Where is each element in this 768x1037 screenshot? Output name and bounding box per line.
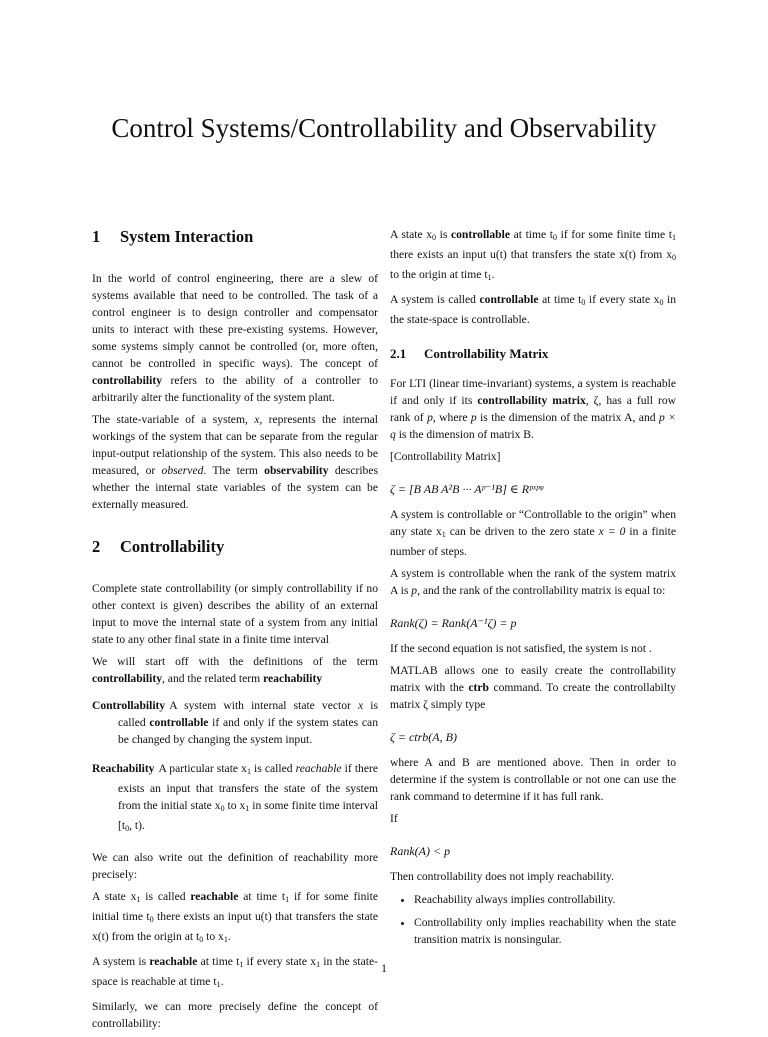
right-column	[390, 226, 676, 954]
equation-ctrb: ζ = ctrb(A, B)	[390, 730, 457, 744]
page-title: Control Systems/Controllability and Observability	[111, 113, 657, 143]
subsection-title: Controllability Matrix	[424, 346, 549, 361]
subsection-2-1-heading	[390, 345, 676, 363]
paragraph: where A and B are mentioned above. Then in order to determine if the system is controllable or not one can use the rank command to determine if it has full rank.	[390, 756, 676, 803]
paragraph: We will start off with the definitions of the term controllability, and the related term reachability	[92, 655, 378, 685]
paragraph: A system is called controllable at time $t_0$ if every state $x_0$ in the state-space is controllable.	[390, 293, 676, 326]
paragraph: A state $x_0$ is controllable at time $t_0$ if for some finite time $t_1$ there exists an input u(t) that transfers the state x(t) from $x_0$ to the origin at time $t_1$.	[390, 228, 677, 282]
paragraph: For LTI (linear time-invariant) systems, a system is reachable if and only if its controllability matrix, ζ, has a full row rank of p, where p is the dimension of the matrix A, and p × q is the dimension of matrix B.	[390, 377, 676, 441]
paragraph: Similarly, we can more precisely define the concept of controllability:	[92, 1000, 378, 1030]
list-item: • Reachability always implies controllability.	[414, 891, 676, 908]
paragraph: Then controllability does not imply reachability.	[390, 870, 614, 883]
paragraph: [Controllability Matrix]	[390, 450, 501, 463]
paragraph: MATLAB allows one to easily create the controllability matrix with the ctrb command. To create the controllabilty matrix ζ simply type	[390, 664, 676, 711]
paragraph: A system is controllable or “Controllable to the origin” when any state $x_1$ can be driven to the zero state x = 0 in a finite number of steps.	[390, 508, 676, 558]
paragraph: If	[390, 812, 398, 825]
paragraph: The state-variable of a system, x, represents the internal workings of the system that can be separate from the regular input-output relationship of the system. This also needs to be measured, or observed. The term observability describes whether the internal state variables of the system can be externally measured.	[92, 413, 379, 511]
definition-reachability: Reachability A particular state $x_1$ is called reachable if there exists an input that transfers the state of the system from the initial state $x_0$ to $x_1$ in some finite time interval [$t_0$, t).	[92, 762, 379, 833]
equation-controllability-matrix: ζ = [B AB A²B ··· Aᵖ⁻¹B] ∈ Rᵖˣᵖᵠ	[390, 482, 543, 496]
section-1-heading	[92, 226, 378, 248]
paragraph: If the second equation is not satisfied, the system is not .	[390, 642, 652, 655]
section-title: Controllability	[120, 537, 225, 556]
paragraph: A state $x_1$ is called reachable at time $t_1$ if for some finite initial time $t_0$ there exists an input u(t) that transfers the state x(t) from the origin at $t_0$ to $x_1$.	[92, 890, 378, 944]
paragraph: A system is controllable when the rank of the system matrix A is p, and the rank of the controllability matrix is equal to:	[390, 567, 676, 597]
list-item: • Controllability only implies reachability when the state transition matrix is nonsingular.	[414, 914, 676, 948]
definition-controllability: Controllability A system with internal state vector x is called controllable if and only if the system states can be changed by changing the system input.	[92, 699, 378, 746]
left-column	[92, 226, 378, 1037]
equation-rank: Rank(ζ) = Rank(A⁻¹ζ) = p	[390, 616, 517, 630]
section-number: 1	[92, 227, 101, 246]
page-number: 1	[381, 961, 387, 975]
paragraph: In the world of control engineering, there are a slew of systems available that need to be controlled. The task of a control engineer is to design controller and compensator units to interact with these pre-existing systems. However, some systems simply cannot be controlled (or, more often, cannot be controlled in specific ways). The concept of controllability refers to the ability of a controller to arbitrarily alter the functionality of the system plant.	[92, 272, 378, 404]
equation-rank-a: Rank(A) < p	[390, 844, 451, 858]
subsection-number: 2.1	[390, 346, 407, 361]
paragraph: A system is reachable at time $t_1$ if every state $x_1$ in the state-space is reachable at time $t_1$.	[92, 955, 379, 989]
bullet-list	[390, 891, 676, 948]
paragraph: Complete state controllability (or simply controllability if no other context is given) describes the ability of an external input to move the internal state of a system from any initial state to any other final state in a finite time interval	[92, 582, 378, 646]
paragraph: We can also write out the definition of reachability more precisely:	[92, 851, 378, 881]
section-title: System Interaction	[120, 227, 254, 246]
section-number: 2	[92, 537, 101, 556]
section-2-heading	[92, 536, 378, 558]
